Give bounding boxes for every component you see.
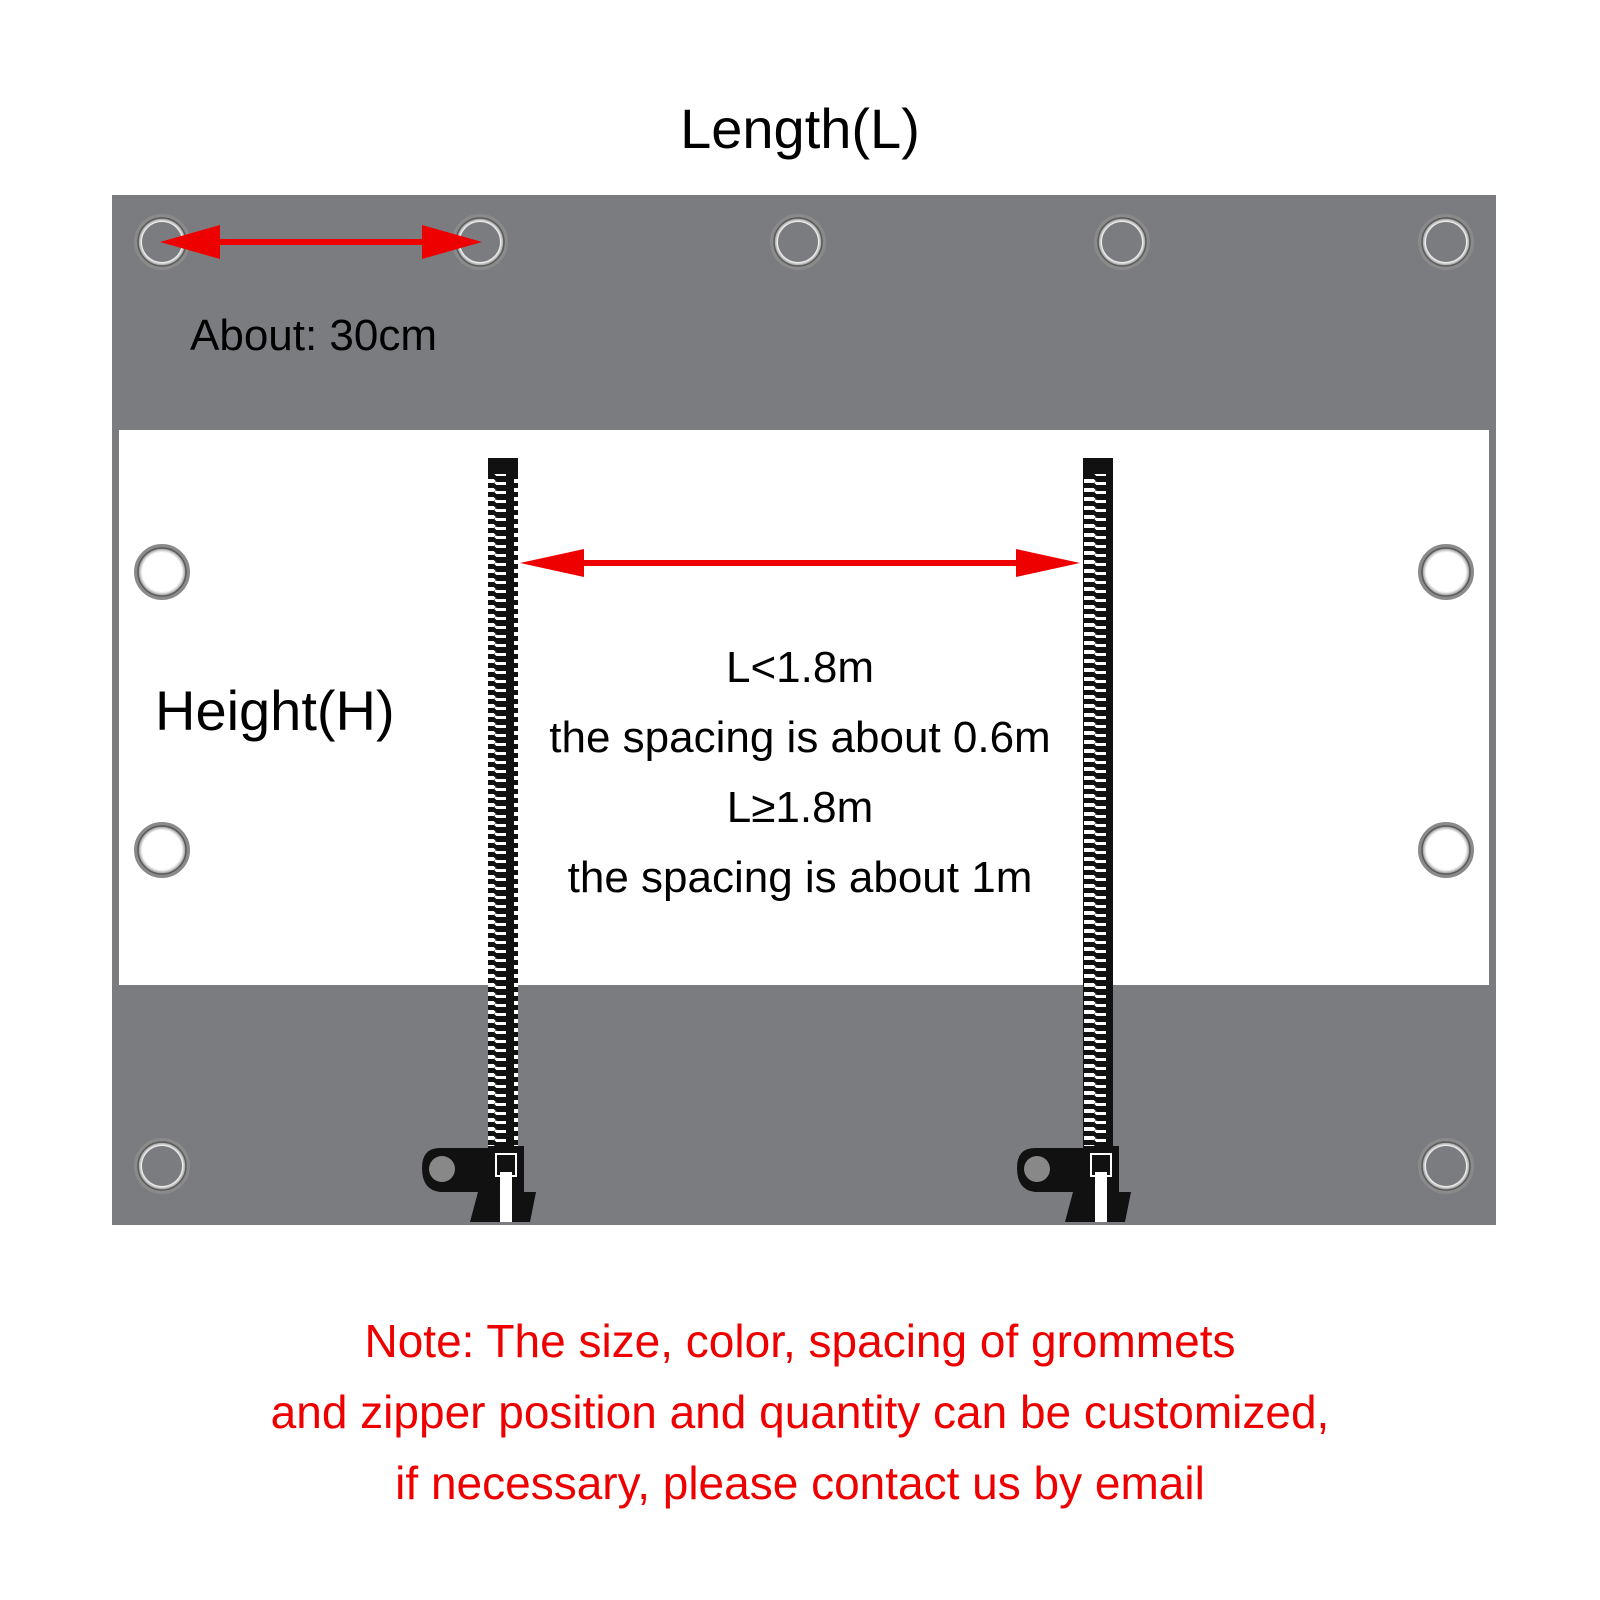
note-line-3: if necessary, please contact us by email: [395, 1457, 1205, 1509]
height-label: Height(H): [155, 679, 395, 742]
grommet-spacing-label: About: 30cm: [190, 311, 438, 360]
spacing-note-line-3: L≥1.8m: [726, 783, 874, 832]
spacing-note-line-1: L<1.8m: [726, 643, 874, 692]
tarp-bottom-band: [112, 985, 1496, 1225]
spacing-note-line-2: the spacing is about 0.6m: [549, 713, 1051, 762]
length-title: Length(L): [680, 97, 920, 160]
note-line-1: Note: The size, color, spacing of grommets: [364, 1315, 1236, 1367]
spacing-note-line-4: the spacing is about 1m: [567, 853, 1033, 902]
note-line-2: and zipper position and quantity can be customized,: [270, 1386, 1330, 1438]
